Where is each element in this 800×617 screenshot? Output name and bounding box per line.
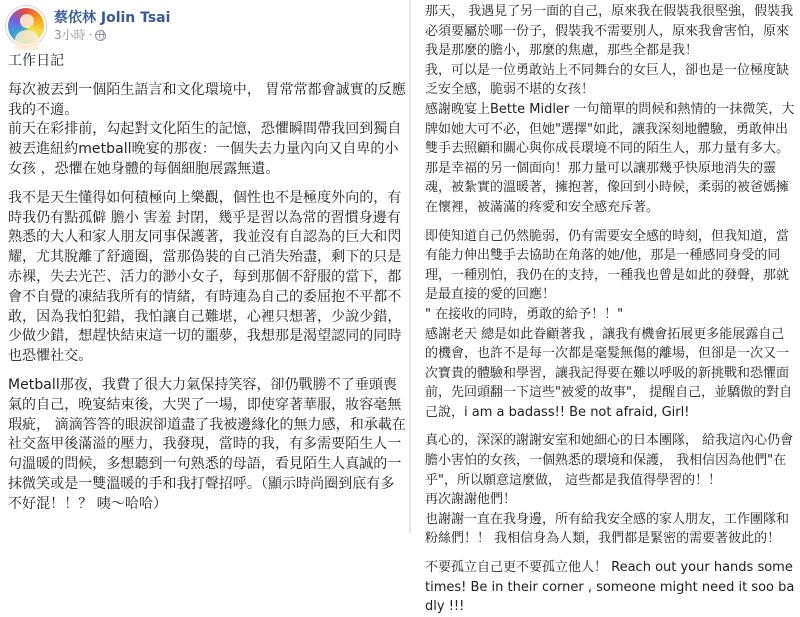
post-paragraph: 我不是天生懂得如何積極向上樂觀，個性也不是極度外向的，有時我仍有點孤僻 膽小 害羞 封閉，幾乎是習以為常的習慣身邊有熟悉的大人和家人朋友同事保護著，我並沒有自認為的巨大和閃耀，尤其脫離了舒適圈，當那偽裝的自己消失殆盡，剩下的只是赤裸，失去光芒、活力的渺小女子，每到那個不舒服的當下，都會不自覺的凍結我所有的情緒，有時連為自己的委屈抱不平都不敢，因為我怕犯錯，我怕讓自己難堪，心裡只想著，少說少錯，少做少錯，想趕快結束這一切的噩夢，我想那是渴望認同的同時也恐懼社交。 [8, 189, 402, 365]
post-time-row [54, 27, 170, 43]
post-paragraph: 也謝謝一直在我身邊，所有給我安全感的家人朋友，工作團隊和粉絲們！！ 我相信身為人類，我們都是緊密的需要著彼此的！ [425, 511, 790, 547]
post-paragraph: 我，可以是一位勇敢站上不同舞台的女巨人，卻也是一位極度缺乏安全感，脆弱不堪的女孩！ [425, 62, 790, 98]
post-paragraph: " 在接收的同時，勇敢的給予！！" [425, 306, 624, 322]
post-paragraph: 那天， 我遇見了另一面的自己，原來我在假裝我很堅強，假裝我必須要屬於哪一份子，假裝我不需要別人，原來我會害怕，原來我是那麼的膽小，那麼的焦慮，那些全都是我！ [425, 4, 794, 59]
paragraph-gap [8, 72, 406, 81]
left-column [0, 0, 409, 533]
post-paragraph: Metball那夜，我費了很大力氣保持笑容，卻仍戰勝不了垂頭喪氣的自己，晚宴結束後，大哭了一場，即使穿著華服，妝容毫無瑕疵， 滴滴答答的眼淚卻道盡了我被邊緣化的無力感，和承載在社交盔甲後滿溢的壓力，我發現，當時的我，有多需要陌生人一句溫暖的問候，多想聽到一句熟悉的母語，看見陌生人真誠的一抹微笑或是一雙溫暖的手和我打聲招呼。（顯示時尚圈到底有多不好混！！？ 咦～哈哈） [8, 376, 406, 512]
post-paragraph: 感謝老天 總是如此眷顧著我 ，讓我有機會拓展更多能展露自己的機會，也許不是每一次都是毫髮無傷的離場，但卻是一次又一次寶貴的體驗和學習，讓我記得要在難以呼吸的新挑戰和恐懼面前，先回頭翻一下這些"被愛的故事"， 提醒自己，並驕傲的對自己說，i am a badass!! Be not afraid, Girl! [425, 326, 793, 420]
post-paragraph: 那是幸福的另一個面向！那力量可以讓那幾乎快原地消失的靈魂，被紮實的溫暖著，擁抱著，像回到小時候，柔弱的被爸媽擁在懷裡，被滿滿的疼愛和安全感充斥著。 [425, 160, 790, 215]
post-paragraph: 再次謝謝他們！ [425, 492, 517, 508]
post-paragraph: 即使知道自己仍然脆弱，仍有需要安全感的時刻，但我知道，當有能力伸出雙手去協助在角落的她/他，那是一種感同身受的同理，一種別怕，我仍在的支持，一種我也曾是如此的發聲，那就是最直接的愛的回應！ [425, 228, 790, 303]
post-header [6, 4, 170, 48]
author-name[interactable]: 蔡依林 Jolin Tsai [54, 10, 171, 26]
column-divider [409, 0, 411, 533]
paragraph-gap [8, 180, 406, 189]
globe-icon[interactable] [95, 30, 106, 41]
post-paragraph: 感謝晚宴上Bette Midler 一句簡單的問候和熱情的一抹微笑，大牌如她大可不必，但她"選擇"如此，讓我深刻地體驗，勇敢伸出雙手去照顧和關心與你成長環境不同的陌生人，那力量有多大。 [425, 101, 795, 157]
post-time[interactable]: 3小時 [54, 28, 86, 42]
post-paragraph: 不要孤立自己更不要孤立他人！ Reach out your hands sometimes! Be in their corner , someone might need it soo badly !!! [425, 560, 795, 615]
right-column [413, 0, 800, 615]
paragraph-gap [425, 422, 797, 431]
post-body-left [8, 52, 406, 515]
author-avatar[interactable] [6, 6, 46, 46]
separator-dot: · [88, 28, 93, 42]
post-paragraph: 真心的，深深的謝謝安室和她細心的日本團隊， 給我這內心仍會膽小害怕的女孩，一個熟悉的環境和保護， 我相信因為他們"在乎"，所以願意這麼做， 這些都是我值得學習的！！ [425, 433, 794, 488]
paragraph-gap [425, 218, 797, 227]
post-paragraph: 工作日記 [8, 53, 65, 69]
post-paragraph: 前天在彩排前，勾起對文化陌生的記憶，恐懼瞬間帶我回到獨自被丟進紐約metball晚宴的那夜：一個失去力量內向又自卑的小女孩 ，恐懼在她身體的每個細胞展露無遺。 [8, 121, 402, 177]
post-paragraph: 每次被丟到一個陌生語言和文化環境中， 胃常常都會誠實的反應我的不適。 [8, 81, 406, 118]
post-meta [54, 9, 170, 43]
paragraph-gap [425, 549, 797, 558]
post-body-right [425, 2, 797, 617]
paragraph-gap [8, 367, 406, 376]
